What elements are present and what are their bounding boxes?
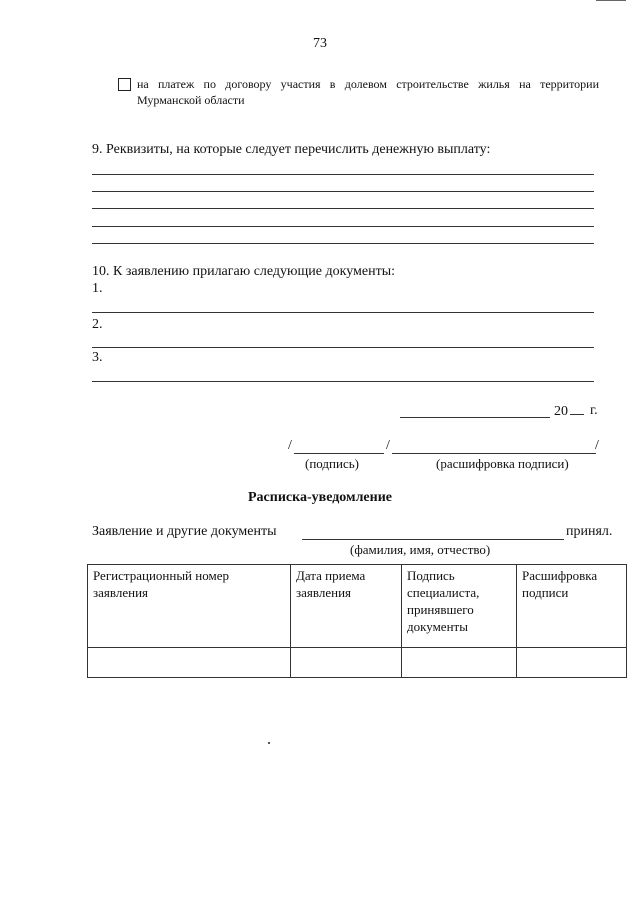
requisites-line-4[interactable] [92,226,594,227]
signature-slash-right: / [595,438,599,453]
cell-registration-number[interactable] [88,648,291,678]
table-row [88,648,627,678]
option-checkbox[interactable] [118,78,131,91]
date-year-blank[interactable] [570,403,584,415]
document-line-1[interactable] [92,312,594,313]
document-item-number-3: 3. [92,350,103,365]
date-century-value: 20 [554,404,568,419]
requisites-line-5[interactable] [92,243,594,244]
signature-decoding-line[interactable] [392,453,596,454]
date-blank-line[interactable] [400,417,550,418]
document-line-3[interactable] [92,381,594,382]
document-item-number-2: 2. [92,317,103,332]
section-10-title: 10. К заявлению прилагаю следующие документы: [92,264,396,279]
receipt-statement-suffix: принял. [566,524,613,539]
document-line-2[interactable] [92,347,594,348]
cell-signature-decoding[interactable] [517,648,627,678]
receipt-title: Расписка-уведомление [248,490,392,505]
header-signature-decoding: Расшифровка подписи [517,565,627,648]
signature-caption: (подпись) [305,456,359,471]
scan-dot [268,742,270,744]
page-number: 73 [313,36,327,51]
requisites-line-2[interactable] [92,191,594,192]
signature-decoding-caption: (расшифровка подписи) [436,456,569,471]
registration-table [87,564,627,678]
requisites-line-3[interactable] [92,208,594,209]
cell-acceptance-date[interactable] [291,648,402,678]
date-century [554,403,586,420]
header-registration-number: Регистрационный номер заявления [88,565,291,648]
option-label: на платеж по договору участия в долевом строительстве жилья на территории Мурманской области [137,77,599,107]
date-year-suffix: г. [590,403,598,418]
header-acceptance-date: Дата приема заявления [291,565,402,648]
receipt-statement-prefix: Заявление и другие документы [92,524,277,539]
section-9-title: 9. Реквизиты, на которые следует перечислить денежную выплату: [92,142,491,157]
receiver-name-line[interactable] [302,539,564,540]
document-item-number-1: 1. [92,281,103,296]
header-specialist-signature: Подпись специалиста, принявшего документы [402,565,517,648]
signature-line[interactable] [294,453,384,454]
receiver-name-caption: (фамилия, имя, отчество) [350,542,491,557]
signature-slash-middle: / [386,438,390,453]
table-header-row [88,565,627,648]
scan-corner-mark [596,0,626,4]
cell-specialist-signature[interactable] [402,648,517,678]
requisites-line-1[interactable] [92,174,594,175]
signature-slash-left: / [288,438,292,453]
